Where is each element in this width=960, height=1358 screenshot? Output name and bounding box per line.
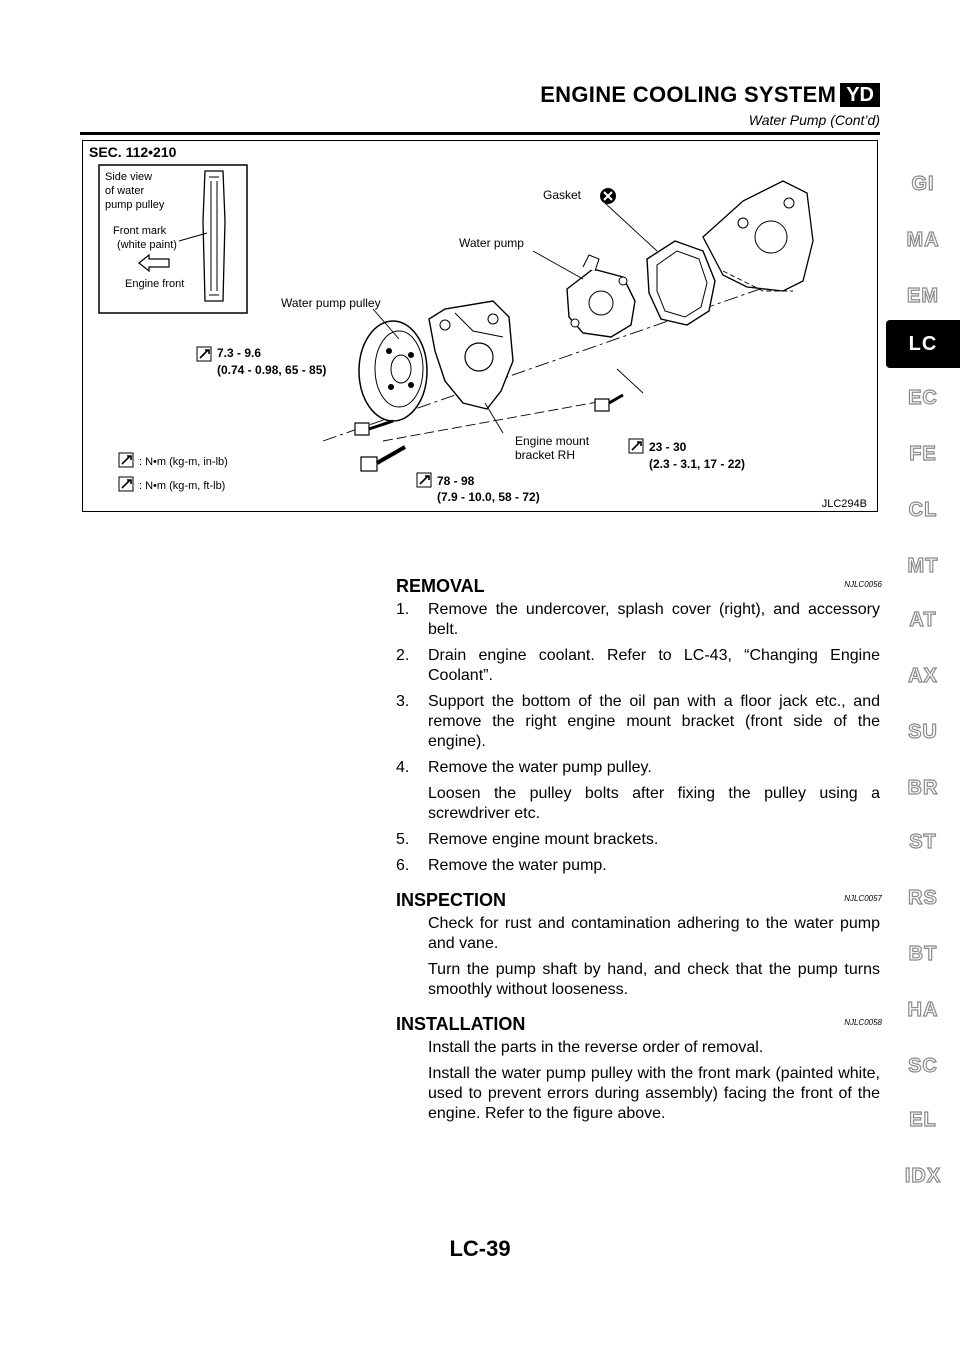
tab-lc[interactable]: LC xyxy=(886,320,960,368)
inset-line-3: pump pulley xyxy=(105,199,165,211)
torque-1-value: 7.3 - 9.6 xyxy=(217,346,262,360)
torque-wrench-icon-2 xyxy=(629,439,643,453)
header-title: ENGINE COOLING SYSTEM xyxy=(540,82,837,107)
legend-in-lb: : N•m (kg-m, in-lb) xyxy=(139,456,228,468)
page-header xyxy=(0,0,960,140)
bracket-bolt-drawing xyxy=(361,447,405,471)
tab-bt[interactable]: BT xyxy=(908,942,938,965)
removal-heading xyxy=(396,576,880,598)
tab-br[interactable]: BR xyxy=(907,776,939,799)
tab-su[interactable]: SU xyxy=(908,720,938,743)
pulley-side-view-inset xyxy=(99,165,247,313)
exploded-view-diagram xyxy=(83,141,879,513)
legend-ft-lb: : N•m (kg-m, ft-lb) xyxy=(139,480,226,492)
tab-em[interactable]: EM xyxy=(907,284,939,307)
tab-ma[interactable]: MA xyxy=(906,228,940,251)
installation-paragraph: Install the water pump pulley with the front mark (painted white, used to prevent errors during assembly) facing the front of the engine. Refer to the figure above. xyxy=(428,1065,880,1122)
removal-ref-code: NJLC0056 xyxy=(844,580,882,589)
tab-idx[interactable]: IDX xyxy=(904,1164,942,1187)
gasket-drawing xyxy=(647,241,715,325)
legend-in-lb-icon xyxy=(119,453,133,467)
removal-step: 1. Remove the undercover, splash cover (right), and accessory belt. xyxy=(396,601,880,638)
installation-heading xyxy=(396,1014,880,1036)
label-water-pump-pulley: Water pump pulley xyxy=(281,296,381,310)
header-subtitle: Water Pump (Cont’d) xyxy=(748,112,880,128)
figure-id: JLC294B xyxy=(821,498,867,510)
legend-ft-lb-icon xyxy=(119,477,133,491)
inset-line-1: Side view xyxy=(105,171,153,183)
label-engine-mount-2: bracket RH xyxy=(515,448,576,462)
inspection-title: INSPECTION xyxy=(396,890,507,910)
removal-step: 4. Remove the water pump pulley. xyxy=(396,759,652,776)
inset-front-mark-1: Front mark xyxy=(113,225,167,237)
installation-paragraph: Install the parts in the reverse order of removal. xyxy=(428,1039,764,1056)
tab-cl[interactable]: CL xyxy=(908,498,938,521)
label-water-pump: Water pump xyxy=(459,236,524,250)
torque-2-value: 23 - 30 xyxy=(649,440,687,454)
tab-ha[interactable]: HA xyxy=(907,998,939,1021)
removal-step: 3. Support the bottom of the oil pan with a floor jack etc., and remove the right engine mount bracket (front side of the engine). xyxy=(396,693,880,750)
engine-block-drawing xyxy=(703,181,813,291)
procedure-content xyxy=(396,576,880,1130)
torque-3-detail: (7.9 - 10.0, 58 - 72) xyxy=(437,490,540,504)
removal-step: 2. Drain engine coolant. Refer to LC-43, “Changing Engine Coolant”. xyxy=(396,647,880,684)
tab-mt[interactable]: MT xyxy=(907,554,939,577)
removal-title: REMOVAL xyxy=(396,576,485,596)
torque-1-detail: (0.74 - 0.98, 65 - 85) xyxy=(217,363,327,377)
tab-at[interactable]: AT xyxy=(909,608,937,631)
pulley-profile xyxy=(203,171,225,301)
tab-rs[interactable]: RS xyxy=(908,886,938,909)
inset-engine-front: Engine front xyxy=(125,278,185,290)
water-pump-figure xyxy=(82,140,878,512)
tab-fe[interactable]: FE xyxy=(909,442,937,465)
water-pump-pulley-drawing xyxy=(359,321,427,421)
installation-ref-code: NJLC0058 xyxy=(844,1018,882,1027)
header-rule xyxy=(80,132,880,135)
removal-step-4-note: Loosen the pulley bolts after fixing the pulley using a screwdriver etc. xyxy=(428,785,880,822)
page-number: LC-39 xyxy=(449,1236,511,1261)
tab-st[interactable]: ST xyxy=(909,830,937,853)
water-pump-drawing xyxy=(567,255,635,337)
inset-front-mark-2: (white paint) xyxy=(117,239,177,251)
tab-ec[interactable]: EC xyxy=(908,386,938,409)
label-gasket: Gasket xyxy=(543,188,582,202)
removal-step: 6. Remove the water pump. xyxy=(396,857,607,874)
engine-front-arrow-icon xyxy=(139,255,169,271)
installation-title: INSTALLATION xyxy=(396,1014,526,1034)
label-engine-mount-1: Engine mount xyxy=(515,434,590,448)
header-title-group xyxy=(540,82,880,108)
gasket-replace-icon xyxy=(600,188,616,204)
inspection-heading xyxy=(396,890,880,912)
inspection-paragraph: Turn the pump shaft by hand, and check that the pump turns smoothly without looseness. xyxy=(428,961,880,998)
header-engine-code: YD xyxy=(840,83,880,107)
torque-3-value: 78 - 98 xyxy=(437,474,475,488)
tab-el[interactable]: EL xyxy=(909,1108,937,1131)
tab-gi[interactable]: GI xyxy=(911,172,935,195)
torque-wrench-icon-1 xyxy=(197,347,211,361)
pump-bolt-drawing xyxy=(595,395,623,411)
figure-section-label: SEC. 112•210 xyxy=(89,144,177,160)
inspection-ref-code: NJLC0057 xyxy=(844,894,882,903)
torque-wrench-icon-3 xyxy=(417,473,431,487)
engine-mount-bracket-drawing xyxy=(429,301,513,409)
removal-step: 5. Remove engine mount brackets. xyxy=(396,831,659,848)
tab-ax[interactable]: AX xyxy=(908,664,938,687)
inspection-paragraph: Check for rust and contamination adhering to the water pump and vane. xyxy=(428,915,880,952)
torque-2-detail: (2.3 - 3.1, 17 - 22) xyxy=(649,457,746,471)
inset-line-2: of water xyxy=(105,185,145,197)
tab-sc[interactable]: SC xyxy=(908,1054,938,1077)
